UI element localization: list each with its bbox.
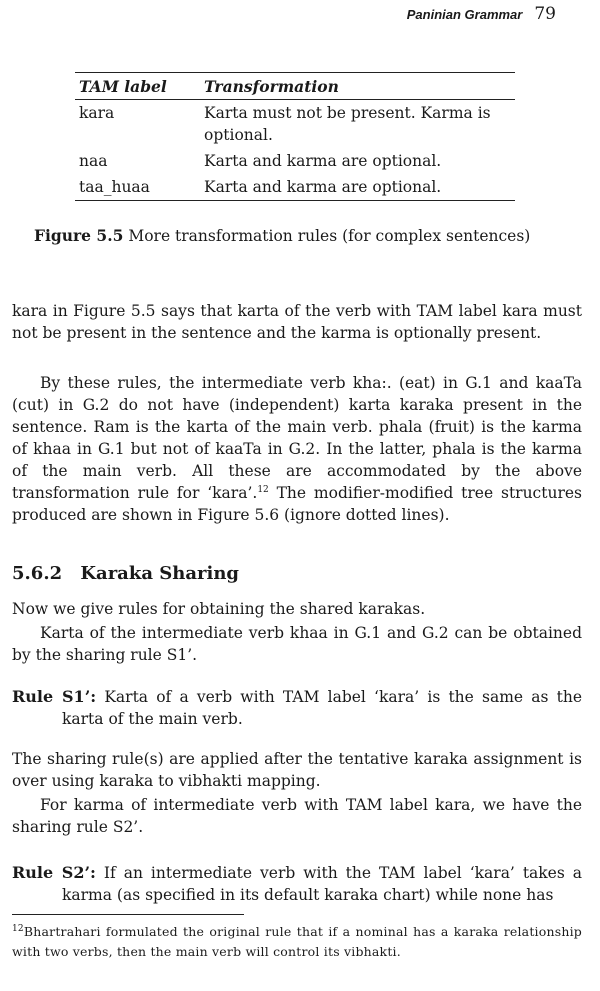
table-row	[75, 100, 515, 149]
section-heading	[12, 563, 239, 584]
paragraph-text: By these rules, the intermediate verb kha:. (eat) in G.1 and kaaTa (cut) in G.2 do not have (independent) karta karaka present in the sentence. Ram is the karta of the main verb. phala (fruit) is the karma of khaa in G.1 but not of kaaTa in G.2. In the latter, phala is the karma of the main verb. All these are accommodated by the above transformation rule for ‘kara’.	[12, 374, 582, 502]
column-header: Transformation	[200, 73, 515, 100]
paragraph: The sharing rule(s) are applied after the tentative karaka assignment is over using karaka to vibhakti mapping.	[12, 750, 582, 790]
table-row	[75, 174, 515, 201]
table-cell: taa_huaa	[75, 174, 200, 201]
paragraph	[12, 372, 582, 526]
page-header	[407, 4, 556, 24]
rule-text: Karta of a verb with TAM label ‘kara’ is the same as the karta of the main verb.	[62, 688, 582, 728]
table-cell: Karta must not be present. Karma is optional.	[204, 104, 491, 144]
footnote-divider	[12, 914, 244, 915]
paragraph: Karta of the intermediate verb khaa in G.1 and G.2 can be obtained by the sharing rule S1’.	[12, 624, 582, 664]
paragraph: Now we give rules for obtaining the shared karakas.	[12, 600, 426, 618]
rule-label: Rule S2’:	[12, 863, 96, 882]
running-title: Paninian Grammar	[406, 7, 523, 22]
tam-transformation-table	[75, 72, 515, 201]
footnote	[12, 922, 582, 962]
page-number: 79	[534, 4, 556, 24]
section-number: 5.6.2	[12, 563, 63, 584]
rule-s1	[12, 686, 582, 730]
section-title: Karaka Sharing	[80, 563, 239, 584]
column-header: TAM label	[75, 73, 200, 100]
table-cell: Karta and karma are optional.	[204, 152, 442, 170]
figure-label: Figure 5.5	[34, 226, 124, 245]
table-row	[75, 148, 515, 174]
rule-label: Rule S1’:	[12, 687, 97, 706]
paragraph-text: The modifier-modified tree structures produced are shown in Figure 5.6 (ignore dotted lines).	[12, 484, 582, 524]
footnote-number: 12	[12, 923, 24, 934]
table-header-row	[75, 73, 515, 100]
figure-caption	[34, 226, 574, 245]
table-cell: kara	[79, 104, 115, 122]
figure-caption-text: More transformation rules (for complex sentences)	[128, 227, 531, 245]
table-cell: naa	[79, 152, 108, 170]
footnote-marker: 12	[257, 484, 269, 495]
paragraph: For karma of intermediate verb with TAM label kara, we have the sharing rule S2’.	[12, 796, 582, 836]
rule-text: If an intermediate verb with the TAM label ‘kara’ takes a karma (as specified in its default karaka chart) while none has	[62, 864, 583, 904]
rule-s2	[12, 862, 582, 906]
paragraph: kara in Figure 5.5 says that karta of the verb with TAM label kara must not be present in the sentence and the karma is optionally present.	[12, 302, 582, 342]
footnote-text: Bhartrahari formulated the original rule that if a nominal has a karaka relationship with two verbs, then the main verb will control its vibhakti.	[12, 924, 582, 959]
table-cell: Karta and karma are optional.	[200, 174, 515, 201]
